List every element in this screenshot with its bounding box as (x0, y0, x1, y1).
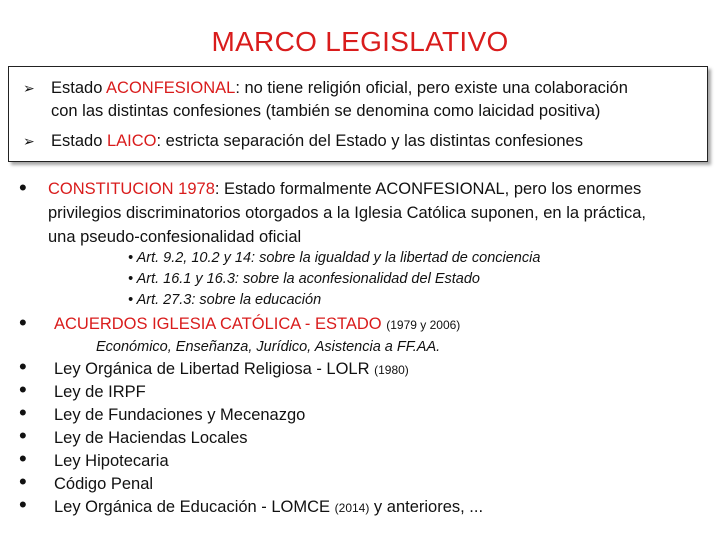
constitucion-line1: CONSTITUCION 1978: Estado formalmente ACONFESIONAL, pero los enormes (48, 180, 642, 198)
arrow-bullet-icon: ➢ (23, 80, 35, 96)
acuerdos-years: (1979 y 2006) (386, 318, 461, 332)
constitucion-line3: una pseudo-confesionalidad oficial (48, 228, 302, 246)
dot-bullet-icon: • (19, 469, 27, 494)
dot-bullet-icon: • (19, 310, 27, 335)
dot-bullet-icon: • (19, 354, 27, 379)
dot-bullet-icon: • (19, 400, 27, 425)
keyword-aconfesional: ACONFESIONAL (106, 79, 236, 97)
article-item: • Art. 9.2, 10.2 y 14: sobre la igualdad y la libertad de conciencia (128, 250, 541, 266)
list-item: Ley de Fundaciones y Mecenazgo (54, 406, 306, 424)
keyword-constitucion: CONSTITUCION 1978 (48, 180, 215, 198)
keyword-acuerdos: ACUERDOS IGLESIA CATÓLICA - ESTADO (54, 315, 382, 333)
list-item: Ley de IRPF (54, 383, 146, 401)
list-item: Ley Orgánica de Libertad Religiosa - LOLR (1980) (54, 360, 409, 378)
arrow-bullet-icon: ➢ (23, 133, 35, 149)
acuerdos-line (54, 315, 460, 334)
list-item: Código Penal (54, 475, 154, 493)
article-item: • Art. 27.3: sobre la educación (128, 292, 322, 308)
list-item: Ley Orgánica de Educación - LOMCE (2014) y anteriores, ... (54, 498, 484, 516)
dot-bullet-icon: • (19, 423, 27, 448)
constitucion-line2: privilegios discriminatorios otorgados a la Iglesia Católica suponen, en la práctica, (48, 204, 646, 222)
dot-bullet-icon: • (19, 446, 27, 471)
definition-text: : no tiene religión oficial, pero existe una colaboración (235, 79, 628, 97)
keyword-laico: LAICO (106, 132, 157, 150)
dot-bullet-icon: • (19, 377, 27, 402)
list-item: Ley Hipotecaria (54, 452, 169, 470)
dot-bullet-icon: • (19, 175, 27, 200)
article-item: • Art. 16.1 y 16.3: sobre la aconfesionalidad del Estado (128, 271, 480, 287)
definitions-box (8, 66, 708, 162)
definition-prefix: Estado (51, 132, 107, 150)
list-item: Ley de Haciendas Locales (54, 429, 248, 447)
definition-prefix: Estado (51, 79, 107, 97)
definition-text: : estricta separación del Estado y las distintas confesiones (156, 132, 583, 150)
dot-bullet-icon: • (19, 492, 27, 517)
definition-text-line2: con las distintas confesiones (también se denomina como laicidad positiva) (51, 102, 601, 120)
acuerdos-detail: Económico, Enseñanza, Jurídico, Asistencia a FF.AA. (96, 339, 441, 355)
page-title: MARCO LEGISLATIVO (211, 26, 509, 57)
